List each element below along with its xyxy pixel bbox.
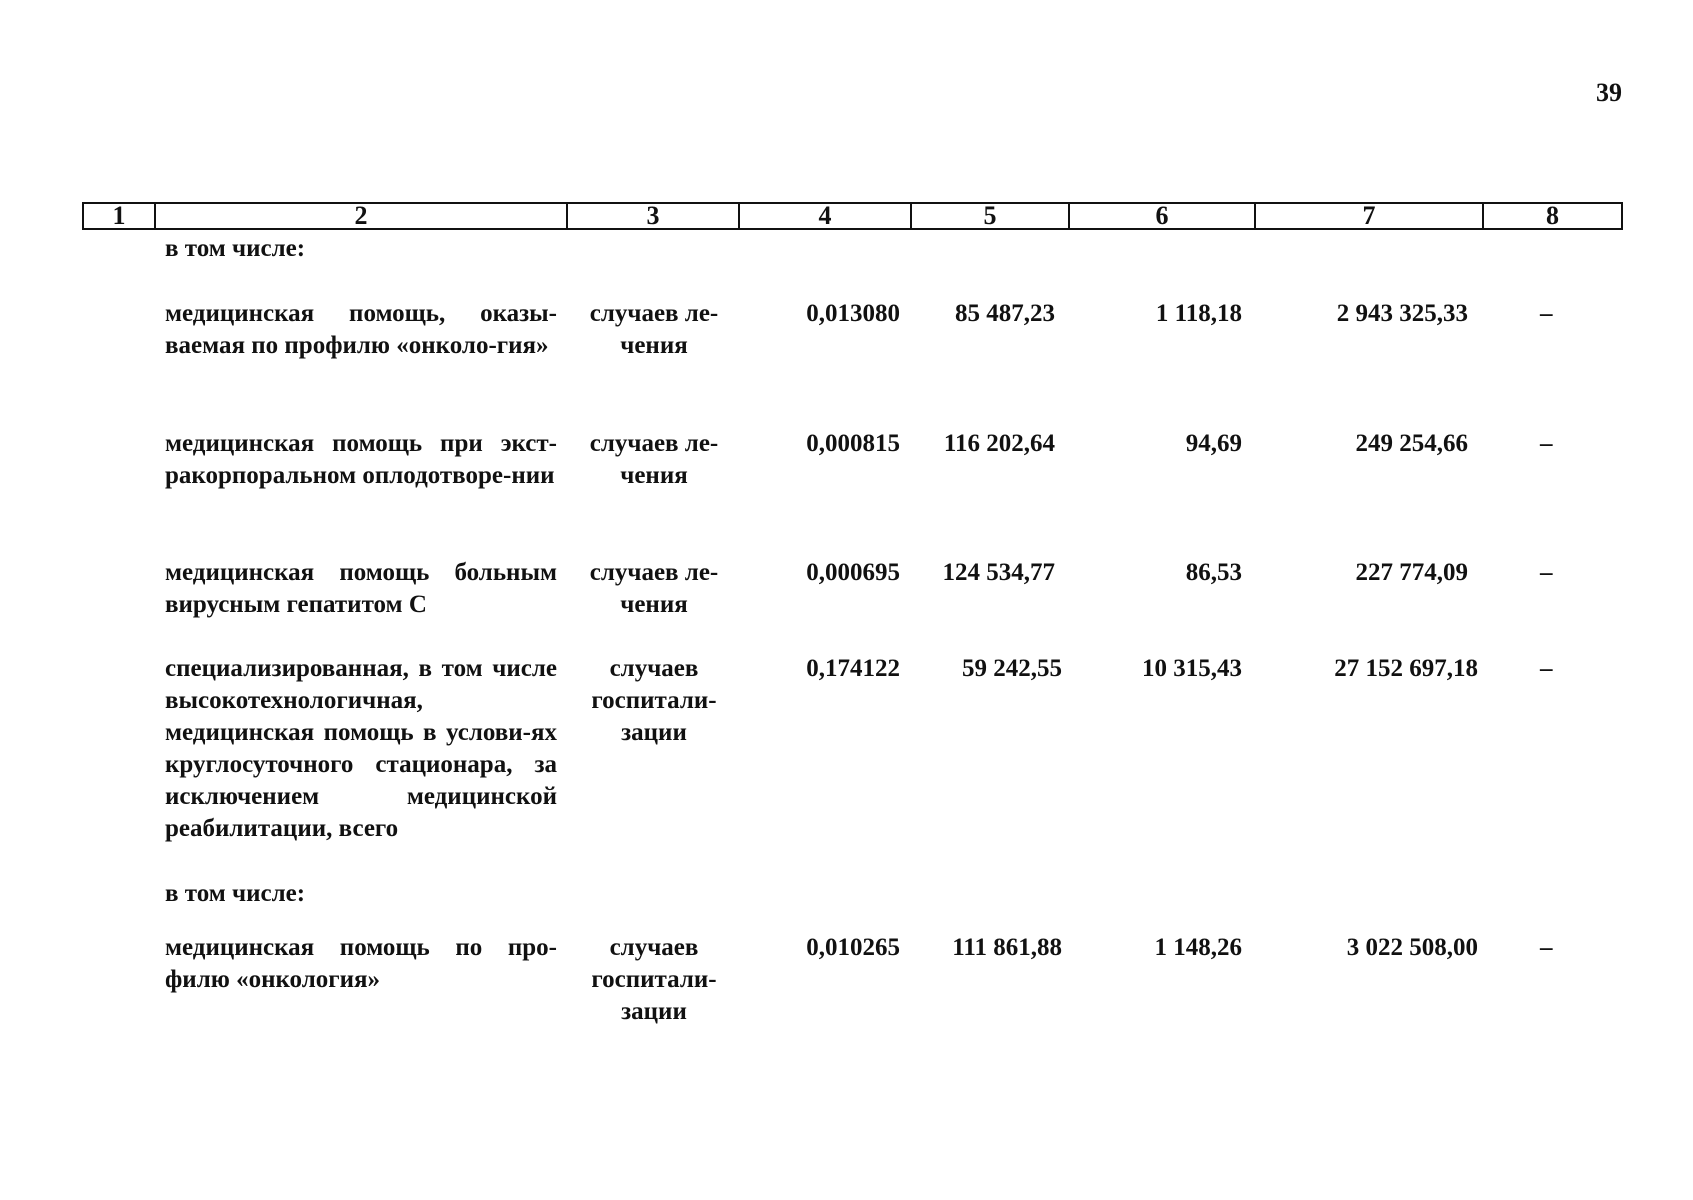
- row-col-4: 0,000815: [806, 430, 900, 457]
- row-col-4: 0,010265: [806, 934, 900, 961]
- row-col-8: –: [1540, 934, 1553, 961]
- table-header-row: [82, 202, 1623, 232]
- row-col-4: 0,000695: [806, 559, 900, 586]
- row-unit: случаев ле-чения: [589, 300, 719, 359]
- row-col-6: 86,53: [1185, 559, 1242, 586]
- row-col-4: 0,174122: [806, 655, 900, 682]
- header-col-3: 3: [566, 202, 740, 230]
- header-col-7: 7: [1254, 202, 1484, 230]
- row-col-5: 116 202,64: [943, 430, 1055, 457]
- row-description: медицинская помощь больным вирусным гепатитом С: [165, 559, 557, 618]
- row-description: медицинская помощь по про-филю «онкология»: [165, 934, 557, 993]
- header-col-6: 6: [1068, 202, 1256, 230]
- row-col-6: 1 118,18: [1155, 300, 1242, 327]
- row-col-6: 10 315,43: [1142, 655, 1242, 682]
- row-col-4: 0,013080: [806, 300, 900, 327]
- row-unit: случаев ле-чения: [589, 430, 719, 489]
- row-unit: случаев госпитали-зации: [591, 934, 717, 1025]
- row-col-5: 111 861,88: [952, 934, 1062, 961]
- row-col-7: 3 022 508,00: [1346, 934, 1478, 961]
- row-unit: случаев ле-чения: [589, 559, 719, 618]
- row-col-5: 59 242,55: [962, 655, 1062, 682]
- row-col-8: –: [1540, 430, 1553, 457]
- row-unit: случаев госпитали-зации: [591, 655, 717, 746]
- row-description: медицинская помощь при экст-ракорпоральном оплодотворе-нии: [165, 430, 557, 489]
- row-col-7: 27 152 697,18: [1334, 655, 1478, 682]
- row-col-8: –: [1540, 655, 1553, 682]
- section-label-including: в том числе:: [165, 235, 306, 262]
- row-col-8: –: [1540, 300, 1553, 327]
- header-col-1: 1: [82, 202, 156, 230]
- row-col-5: 124 534,77: [942, 559, 1055, 586]
- header-col-2: 2: [154, 202, 568, 230]
- row-col-7: 227 774,09: [1355, 559, 1468, 586]
- row-description: медицинская помощь, оказы-ваемая по профилю «онколо-гия»: [165, 300, 557, 359]
- page-number: 39: [1596, 78, 1622, 107]
- row-col-7: 2 943 325,33: [1336, 300, 1468, 327]
- row-col-8: –: [1540, 559, 1553, 586]
- header-col-8: 8: [1482, 202, 1623, 230]
- row-description: специализированная, в том числе высокотехнологичная, медицинская помощь в услови-ях круглосуточного стационара, за исключением медицинской реабилитации, всего: [165, 655, 557, 842]
- header-col-5: 5: [910, 202, 1070, 230]
- row-col-7: 249 254,66: [1355, 430, 1468, 457]
- row-col-6: 94,69: [1185, 430, 1242, 457]
- header-col-4: 4: [738, 202, 912, 230]
- row-col-5: 85 487,23: [955, 300, 1055, 327]
- row-col-6: 1 148,26: [1154, 934, 1242, 961]
- section-label-including: в том числе:: [165, 880, 306, 907]
